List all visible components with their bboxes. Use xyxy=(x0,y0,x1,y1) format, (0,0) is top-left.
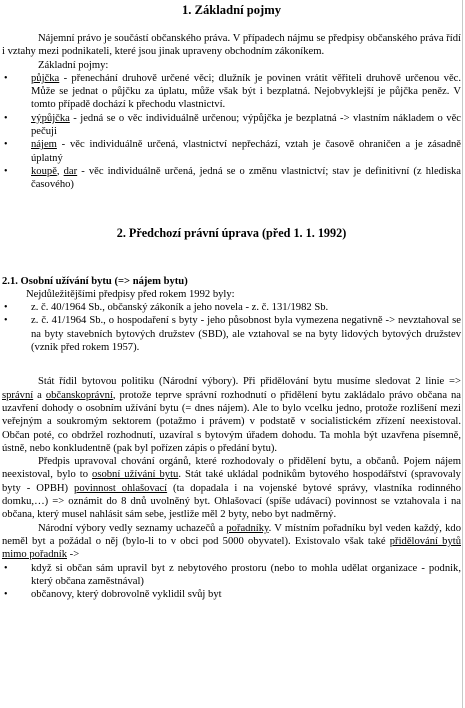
bullet-icon: • xyxy=(4,112,8,124)
section-1-subtitle: Základní pojmy: xyxy=(38,59,109,71)
term-poradniky: pořadníky xyxy=(226,522,269,534)
law-text: z. č. 41/1964 Sb., o hospodaření s byty - jeho působnost byla vymezena negativně -> nevztahoval se na byty stavebních bytových družstev (SBD), ale vztahoval se na byty lidových bytových družstev (vznik před rokem 1957). xyxy=(31,315,461,354)
term-vypujcka: výpůjčka xyxy=(31,112,70,124)
list-item xyxy=(2,72,461,112)
paragraph-state-policy: Stát řídil bytovou politiku (Národní výbory). Při přidělování bytu musíme sledovat 2 linie => správní a občanskoprávní, protože teprve správní rozhodnutí o přidělení bytu zakládalo právo občana na uzavření dohody o osobním užívání bytu (= dnes nájem). Ale to bylo vcelku jedno, protože rozlišení mezi veřejným a soukromým sektorem (potažmo i právem) v podstatě v socialistickém zřízení neexistoval. Občan poté, co obdržel rozhodnutí, uzavíral s bytovým úřadem dohodu. Ta mohla být uzavřena písemně, ústně, nebo konkludentně (pak byl pořízen zápis o předání bytu). xyxy=(2,376,461,454)
list-item: • koupě, dar - věc individuálně určená, jedná se o změnu vlastnictví; stav je definitivní (z hlediska časového) xyxy=(4,165,462,191)
paragraph-regulation: Předpis upravoval chování orgánů, které rozhodovaly o přidělení bytu, a občanů. Pojem nájem neexistoval, bylo to osobní užívání bytu. Stát také ukládal podnikům bytového hospodářství (spravovaly byty - OPBH) povinnost ohlašovací (ta dopadala i na vojenské bytové správy, vlastníka rodinného domku,…) => oznámit do 8 dnů uvolněný byt. Ohlašovací (spíše udávací) povinnost se vztahovala i na občana, který musel nahlásit sám sebe, jestliže měl 2 byty, nebo byt nadměrný. xyxy=(2,456,461,521)
laws-list xyxy=(2,301,461,354)
term-koupe: koupě xyxy=(31,165,57,177)
section-1-paragraph: Nájemní právo je součástí občanského práva. V případech nájmu se předpisy občanského práva řídí i vztahy mezi podnikateli, které jsou jinak upraveny obchodním zákoníkem. xyxy=(2,33,461,58)
bullet-icon: • xyxy=(4,302,8,314)
term-description: - věc individuálně určená, jedná se o změnu vlastnictví; stav je definitivní (z hlediska časového) xyxy=(31,165,462,191)
term-obcanskopravni: občanskoprávní xyxy=(45,389,113,401)
bullet-icon: • xyxy=(4,315,8,327)
bullet-icon: • xyxy=(4,165,8,177)
term-najem: nájem xyxy=(31,139,57,151)
section-1-heading: 1. Základní pojmy xyxy=(181,3,282,17)
subsection-heading: 2.1. Osobní užívání bytu (=> nájem bytu) xyxy=(2,275,188,287)
list-item xyxy=(2,562,461,589)
term-description: - jedná se o věc individuálně určenou; výpůjčka je bezplatná -> vlastním nákladem o věc pečuji xyxy=(31,112,461,138)
bullet-icon: • xyxy=(4,562,8,574)
list-item xyxy=(2,588,461,601)
allocation-text: občanovy, který dobrovolně vyklidil svůj byt xyxy=(31,589,222,601)
bullet-icon: • xyxy=(4,589,8,601)
bullet-icon: • xyxy=(4,139,8,151)
terms-list xyxy=(2,72,461,192)
page-border xyxy=(462,0,463,708)
allocation-list xyxy=(2,562,461,602)
allocation-text: když si občan sám upravil byt z nebytového prostoru (nebo to mohla udělat organizace - podnik, který občana zaměstnával) xyxy=(31,562,461,587)
section-2-heading: 2. Předchozí právní úprava (před 1. 1. 1992) xyxy=(116,225,347,240)
list-item xyxy=(2,314,461,354)
term-dar: dar xyxy=(63,165,78,177)
term-description: - přenechání druhově určené věci; dlužník je povinen vrátit věřiteli druhově určenou věc. Může se jednat o půjčku za úplatu, může však být i bezplatná. Nejobvyklejší je půjčka peněz. V tomto případě dochází k přechodu vlastnictví. xyxy=(31,72,461,111)
laws-intro: Nejdůležitějšími předpisy před rokem 1992 byly: xyxy=(26,288,235,300)
term-povinnost-ohlasovaci: povinnost ohlašovací xyxy=(74,482,168,494)
term-description: - věc individuálně určená, vlastnictví nepřechází, vztah je časově ohraničen a je zásadně úplatný xyxy=(31,139,461,164)
term-mimo-poradnik: přidělování bytů mimo pořadník xyxy=(2,535,462,561)
term-pujcka: půjčka xyxy=(31,72,60,84)
term-osobni-uzivani: osobní užívání bytu xyxy=(92,469,179,481)
bullet-icon: • xyxy=(4,72,8,84)
term-spravni: správní xyxy=(2,389,34,401)
list-item xyxy=(2,301,461,314)
list-item xyxy=(2,112,461,139)
list-item xyxy=(2,138,461,165)
law-text: z. č. 40/1964 Sb., občanský zákoník a jeho novela - z. č. 131/1982 Sb. xyxy=(31,302,329,314)
paragraph-committees: Národní výbory vedly seznamy uchazečů a pořadníky. V místním pořadníku byl veden každý, kdo neměl byt a požádal o něj (bylo-li to v obci pod 5000 obyvatel). Existovalo však také přidělování bytů mimo pořadník -> xyxy=(2,522,462,561)
document-body xyxy=(2,2,461,601)
